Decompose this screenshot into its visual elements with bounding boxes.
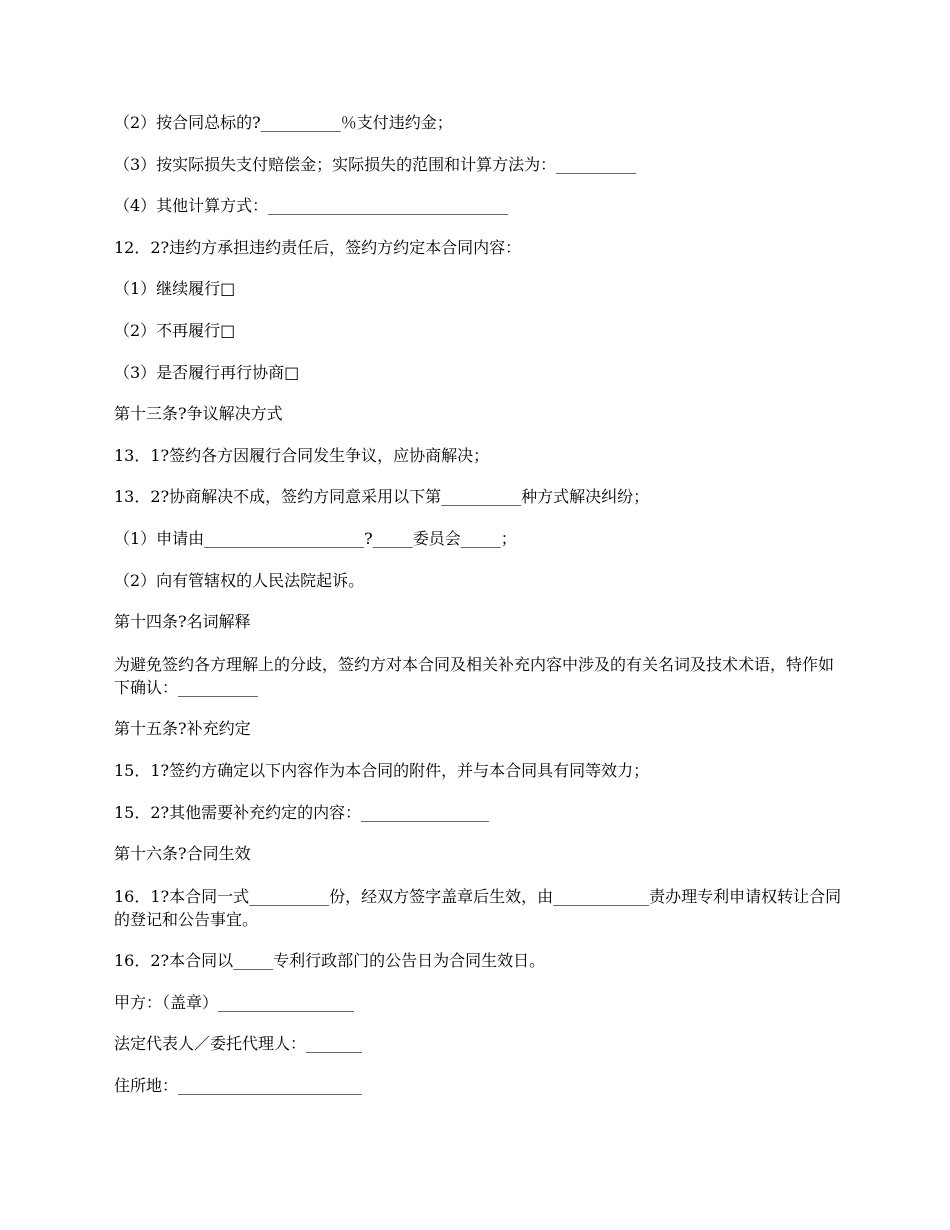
clause-12-1-option-2: （2）按合同总标的?__________％支付违约金； (114, 113, 453, 132)
clause-12-2: 12．2?违约方承担违约责任后，签约方约定本合同内容： (114, 237, 522, 257)
article-15-heading: 第十五条?补充约定 (114, 719, 251, 739)
clause-13-2: 13．2?协商解决不成，签约方同意采用以下第__________种方式解决纠纷； (114, 487, 650, 507)
clause-12-1-option-4: （4）其他计算方式：______________________________ (114, 196, 509, 216)
document-body (114, 112, 844, 1117)
article-14-text: 为避免签约各方理解上的分歧，签约方对本合同及相关补充内容中涉及的有关名词及技术术语，特作如下确认：__________ (114, 654, 835, 697)
party-a-seal-line: 甲方：（盖章）_________________ (114, 992, 355, 1012)
clause-16-2: 16．2?本合同以_____专利行政部门的公告日为合同生效日。 (114, 951, 546, 971)
clause-13-2-option-1: （1）申请由____________________?_____委员会_____； (114, 528, 517, 548)
clause-16-1: 16．1?本合同一式__________份，经双方签字盖章后生效，由____________责办理专利申请权转让合同的登记和公告事宜。 (114, 886, 842, 929)
article-13-heading: 第十三条?争议解决方式 (114, 404, 283, 424)
clause-15-2: 15．2?其他需要补充约定的内容：________________ (114, 802, 490, 822)
address-line: 住所地：_______________________ (114, 1076, 363, 1096)
article-16-heading: 第十六条?合同生效 (114, 844, 251, 864)
clause-12-2-option-2: （2）不再履行□ (114, 320, 236, 340)
clause-12-1-option-3: （3）按实际损失支付赔偿金；实际损失的范围和计算方法为：__________ (114, 154, 637, 174)
clause-12-2-option-3: （3）是否履行再行协商□ (114, 362, 300, 382)
clause-12-2-option-1: （1）继续履行□ (114, 279, 236, 299)
clause-15-1: 15．1?签约方确定以下内容作为本合同的附件，并与本合同具有同等效力； (114, 760, 650, 780)
clause-13-2-option-2: （2）向有管辖权的人民法院起诉。 (114, 570, 365, 590)
article-14-heading: 第十四条?名词解释 (114, 612, 251, 632)
clause-13-1: 13．1?签约各方因履行合同发生争议，应协商解决； (114, 445, 490, 465)
legal-representative-line: 法定代表人／委托代理人：_______ (114, 1034, 363, 1054)
